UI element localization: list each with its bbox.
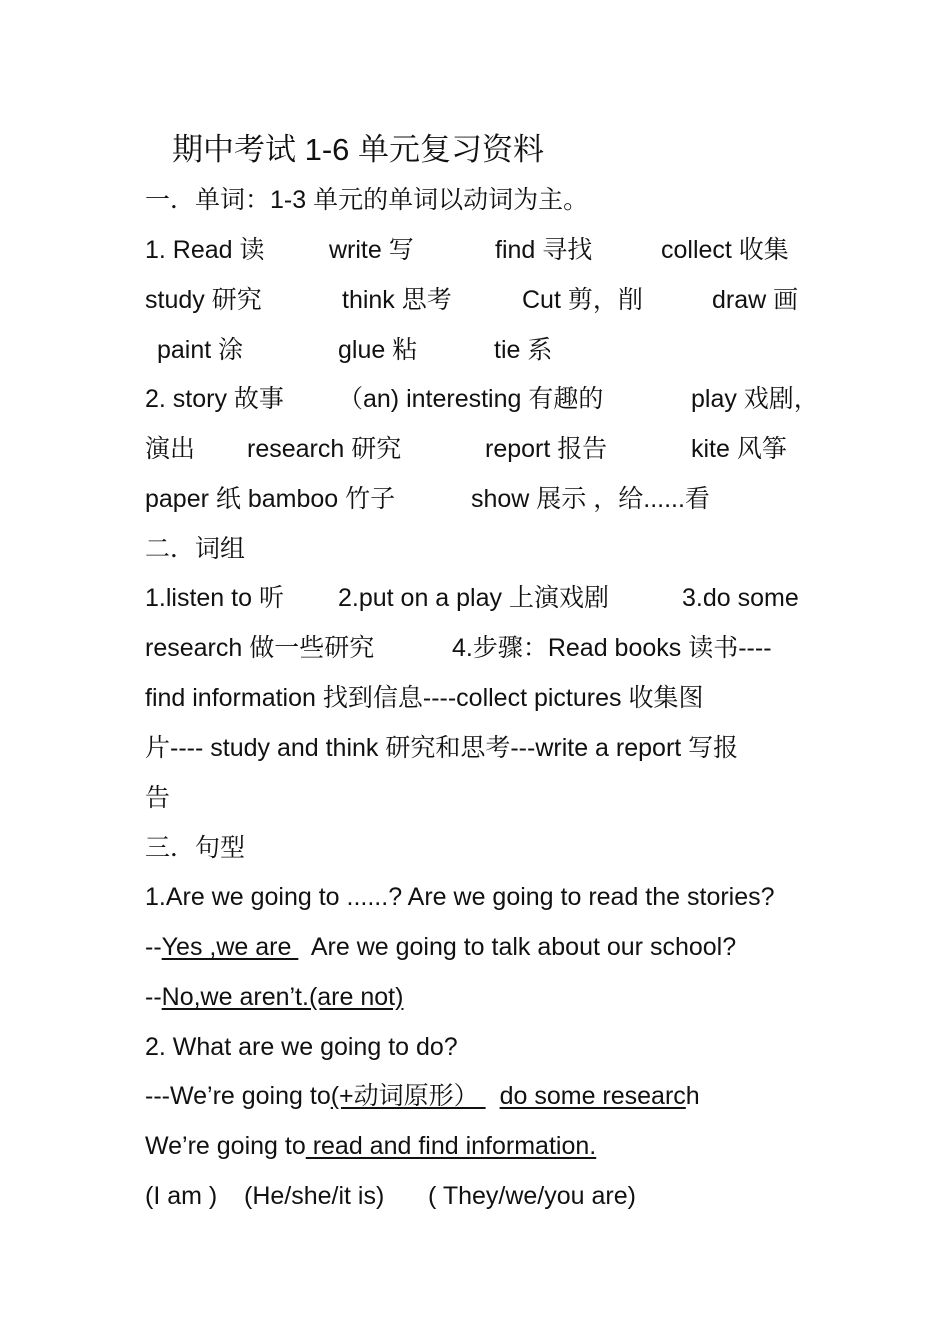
dash-prefix: -- xyxy=(145,933,162,961)
vocab-row-2 xyxy=(145,280,825,320)
vocab-item: glue 粘 xyxy=(338,336,418,364)
vocab-item: 演出 xyxy=(145,435,196,463)
phrase-item: 3.do some xyxy=(682,584,799,612)
phrase-row-4: 片---- study and think 研究和思考---write a report 写报 xyxy=(145,734,739,762)
section-heading-sentences: 三．句型 xyxy=(145,834,246,862)
sentence-text: Are we going to talk about our school? xyxy=(298,933,737,961)
phrase-row-3: find information 找到信息----collect pictures 收集图 xyxy=(145,684,704,712)
sentence-line-3 xyxy=(145,977,403,1017)
section-heading-phrases: 二．词组 xyxy=(145,535,246,563)
vocab-item: play 戏剧， xyxy=(691,385,819,413)
vocab-item: think 思考 xyxy=(342,286,452,314)
phrase-item: 1.listen to 听 xyxy=(145,584,284,612)
phrase-item: 2.put on a play 上演戏剧 xyxy=(338,584,609,612)
section-heading-words: 一．单词：1-3 单元的单词以动词为主。 xyxy=(145,186,589,214)
vocab-item: （an) interesting 有趣的 xyxy=(338,385,604,413)
vocab-item: 1. Read 读 xyxy=(145,236,265,264)
vocab-item: research 研究 xyxy=(247,435,402,463)
vocab-item: study 研究 xyxy=(145,286,262,314)
sentence-line-5 xyxy=(145,1076,700,1116)
pronoun-group: (He/she/it is) xyxy=(244,1182,385,1210)
phrase-row-2 xyxy=(145,628,825,668)
sentence-line-4: 2. What are we going to do? xyxy=(145,1033,458,1061)
sentence-line-1: 1.Are we going to ......? Are we going to read the stories? xyxy=(145,883,775,911)
pronoun-group: (I am ) xyxy=(145,1182,218,1210)
vocab-item: find 寻找 xyxy=(495,236,593,264)
phrase-row-5: 告 xyxy=(145,784,171,812)
underlined-answer: read and find information. xyxy=(305,1132,597,1160)
vocab-item: paint 涂 xyxy=(157,336,244,364)
vocab-item: collect 收集 xyxy=(661,236,789,264)
vocab-row-1 xyxy=(145,230,825,270)
underlined-answer: Yes ,we are xyxy=(161,933,299,961)
sentence-line-7 xyxy=(145,1176,705,1216)
sentence-text: ---We’re going to xyxy=(145,1082,331,1110)
sentence-line-2 xyxy=(145,927,736,967)
vocab-item: kite 风筝 xyxy=(691,435,787,463)
vocab-item: show 展示 ，给......看 xyxy=(471,485,710,513)
pronoun-group: ( They/we/you are) xyxy=(428,1182,636,1210)
phrase-item: research 做一些研究 xyxy=(145,634,375,662)
vocab-row-4 xyxy=(145,379,835,419)
vocab-row-5 xyxy=(145,429,825,469)
vocab-item: paper 纸 bamboo 竹子 xyxy=(145,485,396,513)
underlined-answer: No,we aren’t.(are not) xyxy=(161,983,404,1011)
vocab-row-6 xyxy=(145,479,825,519)
vocab-item: write 写 xyxy=(329,236,414,264)
page-title: 期中考试 1-6 单元复习资料 xyxy=(172,132,545,167)
underlined-note: (+动词原形） xyxy=(330,1082,486,1110)
sentence-text: We’re going to xyxy=(145,1132,306,1160)
phrase-row-1 xyxy=(145,578,825,618)
vocab-item: 2. story 故事 xyxy=(145,385,284,413)
vocab-row-3 xyxy=(145,330,825,370)
phrase-item: 4.步骤：Read books 读书---- xyxy=(452,634,772,662)
dash-prefix: -- xyxy=(145,983,162,1011)
vocab-item: draw 画 xyxy=(712,286,799,314)
vocab-item: report 报告 xyxy=(485,435,608,463)
vocab-item: Cut 剪，削 xyxy=(522,286,643,314)
underlined-answer: do some researc xyxy=(499,1082,686,1110)
sentence-text: h xyxy=(685,1082,700,1110)
vocab-item: tie 系 xyxy=(494,336,553,364)
sentence-line-6 xyxy=(145,1126,596,1166)
